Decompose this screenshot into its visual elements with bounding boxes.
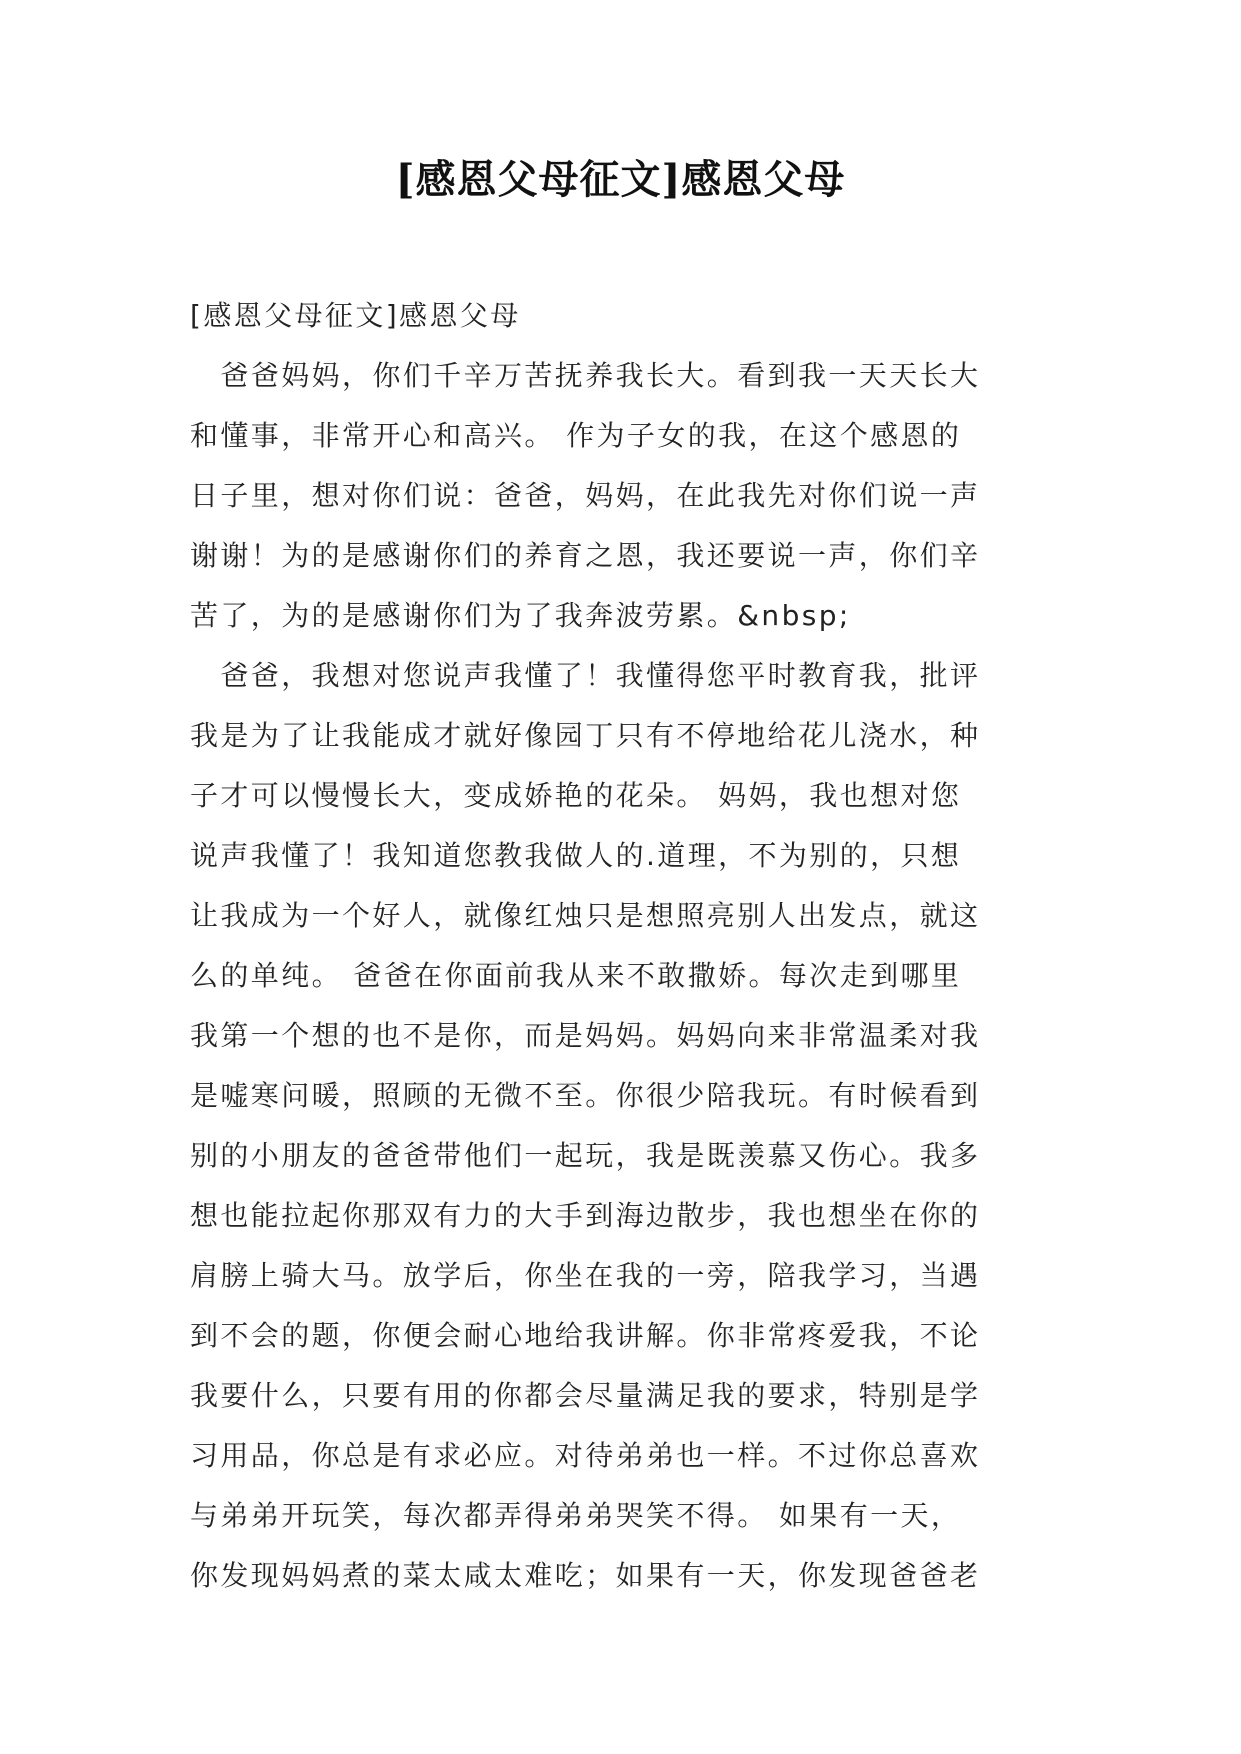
body-line: 让我成为一个好人，就像红烛只是想照亮别人出发点，就这 (190, 899, 981, 932)
body-line: 子才可以慢慢长大，变成娇艳的花朵。 妈妈，我也想对您 (190, 779, 962, 812)
body-line: 肩膀上骑大马。放学后，你坐在我的一旁，陪我学习，当遇 (190, 1259, 981, 1292)
body-line: 苦了，为的是感谢你们为了我奔波劳累。&nbsp; (190, 599, 851, 632)
body-line: 别的小朋友的爸爸带他们一起玩，我是既羡慕又伤心。我多 (190, 1139, 981, 1172)
body-line: 习用品，你总是有求必应。对待弟弟也一样。不过你总喜欢 (190, 1439, 981, 1472)
body-line: 说声我懂了！我知道您教我做人的.道理，不为别的，只想 (190, 839, 962, 872)
body-line: 我是为了让我能成才就好像园丁只有不停地给花儿浇水，种 (190, 719, 981, 752)
body-line: 我第一个想的也不是你，而是妈妈。妈妈向来非常温柔对我 (190, 1019, 981, 1052)
body-line: 是嘘寒问暖，照顾的无微不至。你很少陪我玩。有时候看到 (190, 1079, 981, 1112)
body-line: 你发现妈妈煮的菜太咸太难吃；如果有一天，你发现爸爸老 (190, 1559, 981, 1592)
document-title: [感恩父母征文]感恩父母 (395, 156, 846, 203)
body-line: 想也能拉起你那双有力的大手到海边散步，我也想坐在你的 (190, 1199, 981, 1232)
body-line: 和懂事，非常开心和高兴。 作为子女的我，在这个感恩的 (190, 419, 962, 452)
document-body (190, 286, 1060, 1606)
body-line: 么的单纯。 爸爸在你面前我从来不敢撒娇。每次走到哪里 (190, 959, 962, 992)
body-line: 爸爸妈妈，你们千辛万苦抚养我长大。看到我一天天长大 (190, 359, 981, 392)
body-line: 我要什么，只要有用的你都会尽量满足我的要求，特别是学 (190, 1379, 981, 1412)
body-line: 爸爸，我想对您说声我懂了！我懂得您平时教育我，批评 (190, 659, 981, 692)
body-line: 谢谢！为的是感谢你们的养育之恩，我还要说一声，你们辛 (190, 539, 981, 572)
body-line: 日子里，想对你们说：爸爸，妈妈，在此我先对你们说一声 (190, 479, 981, 512)
body-line: [感恩父母征文]感恩父母 (190, 299, 521, 332)
body-line: 到不会的题，你便会耐心地给我讲解。你非常疼爱我，不论 (190, 1319, 981, 1352)
body-line: 与弟弟开玩笑，每次都弄得弟弟哭笑不得。 如果有一天， (190, 1499, 962, 1532)
